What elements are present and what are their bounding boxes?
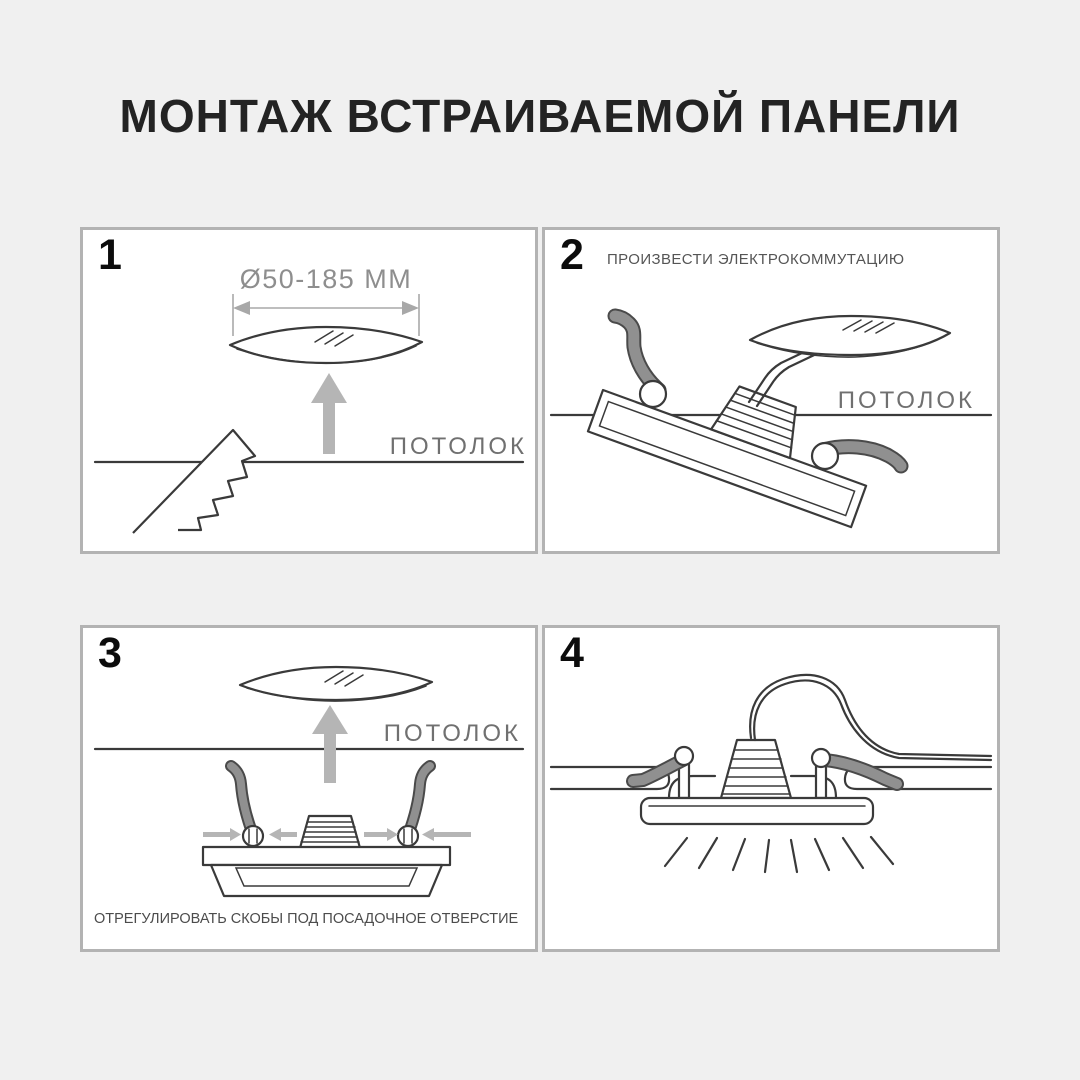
step3-instruction: ОТРЕГУЛИРОВАТЬ СКОБЫ ПОД ПОСАДОЧНОЕ ОТВЕРСТИЕ <box>94 911 519 927</box>
panel-light-disc <box>230 327 422 363</box>
step-panel-4 <box>542 625 1000 952</box>
clip-pivot-left <box>640 381 666 407</box>
step2-diagram <box>545 230 997 551</box>
spring-clip-left <box>633 760 683 781</box>
diameter-label: Ø50-185 ММ <box>239 264 413 294</box>
clip-pivot-left <box>675 747 693 765</box>
spring-clip-left <box>615 316 659 390</box>
step-number-4: 4 <box>560 629 584 677</box>
spring-clip-right <box>408 766 430 835</box>
step1-diagram <box>83 230 535 551</box>
panel-face <box>211 865 442 896</box>
clip-pivot-left <box>243 826 263 846</box>
clip-pivot-right <box>398 826 418 846</box>
ceiling-label: ПОТОЛОК <box>837 387 975 414</box>
step-number-2: 2 <box>560 231 584 279</box>
page-title: МОНТАЖ ВСТРАИВАЕМОЙ ПАНЕЛИ <box>119 90 961 142</box>
lift-arrow <box>312 705 348 783</box>
spring-clip-left <box>231 766 253 835</box>
panel-edge <box>203 847 450 865</box>
step-panel-2 <box>542 227 1000 554</box>
step-panel-1 <box>80 227 538 554</box>
ceiling-label: ПОТОЛОК <box>389 433 527 460</box>
step2-instruction: ПРОИЗВЕСТИ ЭЛЕКТРОКОММУТАЦИЮ <box>607 251 905 268</box>
panel-light-disc <box>750 316 950 357</box>
ceiling-cutout-piece <box>133 430 255 533</box>
lift-arrow <box>311 373 347 454</box>
spring-clip-right <box>825 760 897 784</box>
step-number-1: 1 <box>98 231 122 279</box>
step4-diagram <box>545 628 997 949</box>
mounting-panel <box>203 766 450 896</box>
step-number-3: 3 <box>98 629 122 677</box>
driver-box <box>300 816 360 848</box>
ceiling-label: ПОТОЛОК <box>383 720 521 747</box>
step3-diagram <box>83 628 535 949</box>
step-panel-3 <box>80 625 538 952</box>
clip-pivot-right <box>812 749 830 767</box>
panel-flange <box>641 798 873 824</box>
wire <box>750 675 991 760</box>
panel-light-disc <box>240 667 432 701</box>
mounting-panel <box>588 343 883 527</box>
clip-pivot-right <box>812 443 838 469</box>
light-rays <box>665 837 893 872</box>
driver-box <box>721 740 791 798</box>
